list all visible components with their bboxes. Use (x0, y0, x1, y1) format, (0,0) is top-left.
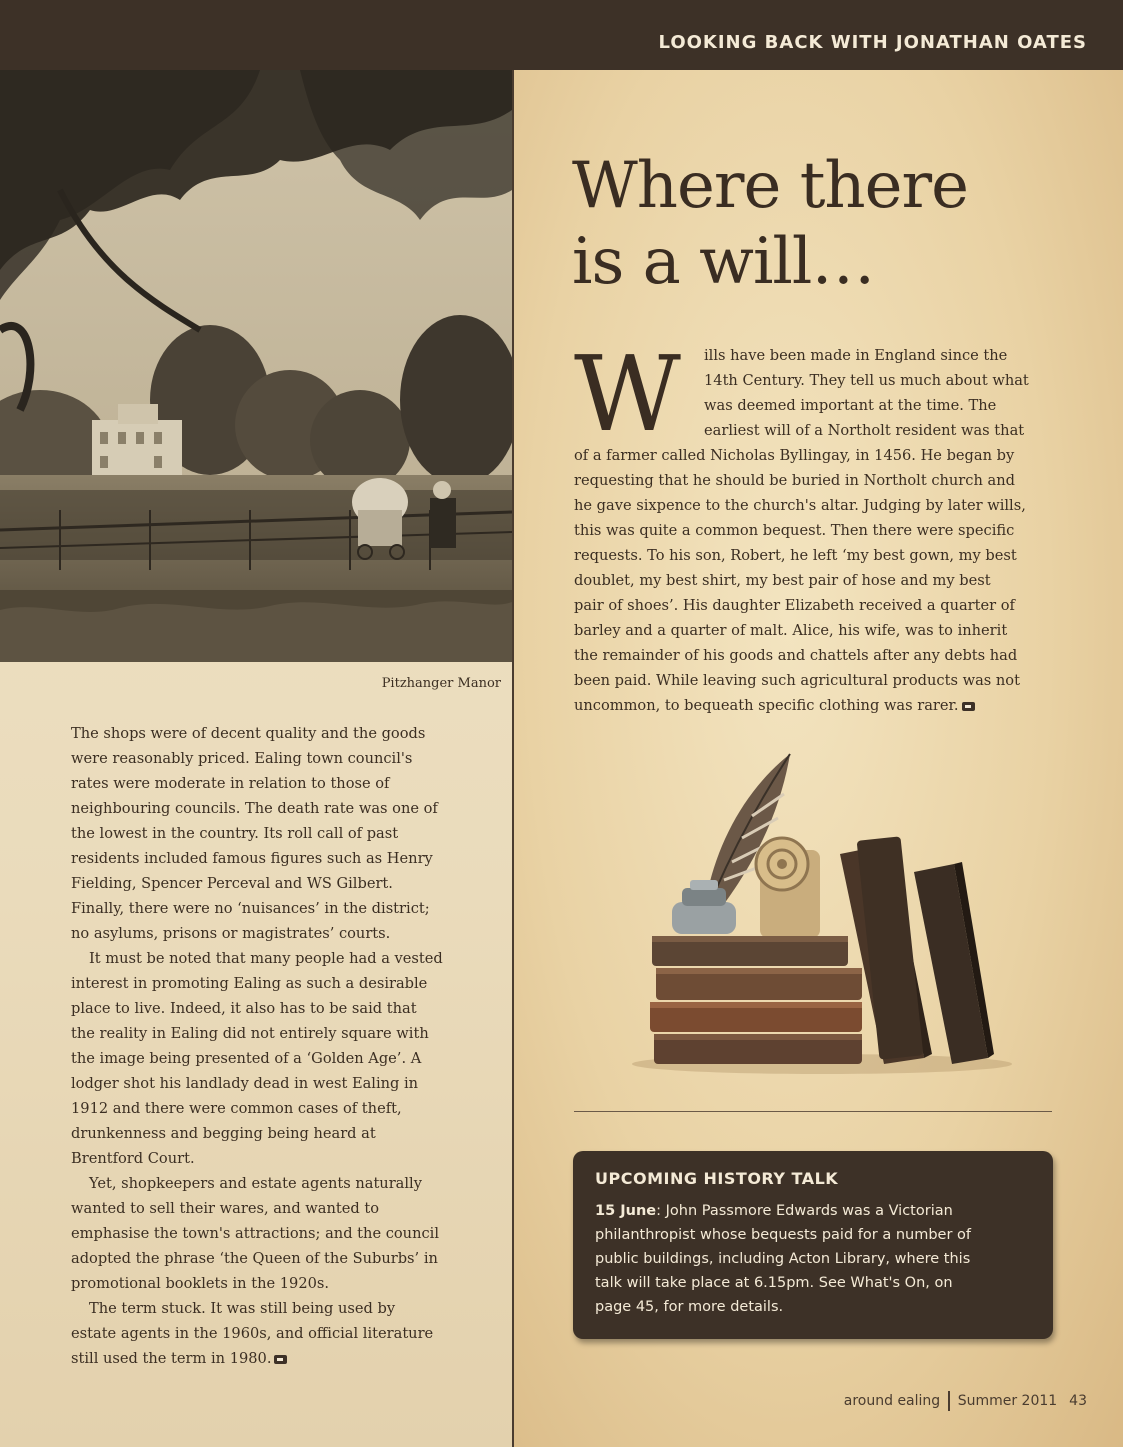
article-line: pair of shoes’. His daughter Elizabeth received a quarter of (574, 597, 1015, 614)
article-line: doublet, my best shirt, my best pair of hose and my best (574, 572, 991, 589)
talk-date: 15 June (595, 1203, 657, 1219)
article-line: he gave sixpence to the church's altar. Judging by later wills, (574, 497, 1026, 514)
magazine-name: around ealing (843, 1393, 941, 1409)
section-title: LOOKING BACK WITH JONATHAN OATES (658, 32, 1087, 53)
article-headline (572, 148, 1052, 300)
photo-caption: Pitzhanger Manor (381, 676, 501, 691)
article-line: 14th Century. They tell us much about what (704, 372, 1029, 389)
footer-separator (948, 1391, 950, 1411)
talk-heading: UPCOMING HISTORY TALK (595, 1169, 839, 1188)
section-rule (574, 1111, 1052, 1112)
upcoming-talk-box (573, 1151, 1053, 1339)
article-line-last (574, 693, 1050, 718)
drop-cap: W (574, 333, 681, 455)
article-line: barley and a quarter of malt. Alice, his wife, was to inherit (574, 622, 1008, 639)
article-line-text: uncommon, to bequeath specific clothing was rarer. (574, 697, 959, 714)
talk-line: page 45, for more details. (595, 1299, 784, 1315)
article-line: requests. To his son, Robert, he left ‘my best gown, my best (574, 547, 1017, 564)
article-line: the remainder of his goods and chattels after any debts had (574, 647, 1018, 664)
article-line: was deemed important at the time. The (704, 397, 997, 414)
left-paragraph-4 (71, 1296, 443, 1371)
pitzhanger-manor-photo (0, 70, 512, 662)
header-bar (0, 0, 1123, 70)
talk-line (595, 1199, 1035, 1223)
article-line: been paid. While leaving such agricultural products was not (574, 672, 1020, 689)
continue-arrow-icon (274, 1355, 287, 1364)
headline-line-1: Where there (572, 149, 968, 223)
left-paragraph-1: The shops were of decent quality and the goods were reasonably priced. Ealing town council's rates were moderate in relation to those of neighbouring councils. The death rate was one of the lowest in the country. Its roll call of past residents included famous figures such as Henry Fielding, Spencer Perceval and WS Gilbert. Finally, there were no ‘nuisances’ in the district; no asylums, prisons or magistrates’ courts. (71, 725, 438, 942)
left-column-text (71, 721, 443, 1371)
talk-line-text: : John Passmore Edwards was a Victorian (656, 1203, 953, 1219)
left-paragraph-2: It must be noted that many people had a vested interest in promoting Ealing as such a desirable place to live. Indeed, it also has to be said that the reality in Ealing did not entirely square with the image being presented of a ‘Golden Age’. A lodger shot his landlady dead in west Ealing in 1912 and there were common cases of theft, drunkenness and begging being heard at Brentford Court. (71, 950, 443, 1167)
article-line: this was quite a common bequest. Then there were specific (574, 522, 1015, 539)
headline-line-2: is a will… (572, 225, 875, 299)
page-number: 43 (1069, 1393, 1087, 1409)
left-paragraph-3: Yet, shopkeepers and estate agents naturally wanted to sell their wares, and wanted to emphasise the town's attractions; and the council adopted the phrase ‘the Queen of the Suburbs’ in promotional booklets in the 1920s. (71, 1175, 439, 1292)
page-footer (844, 1391, 1087, 1411)
issue-label: Summer 2011 (957, 1393, 1058, 1409)
continue-arrow-icon (962, 702, 975, 711)
talk-line: talk will take place at 6.15pm. See What's On, on (595, 1275, 953, 1291)
article-line: ills have been made in England since the (704, 347, 1008, 364)
article-body (574, 333, 1050, 718)
quill-and-books-illustration (632, 742, 1012, 1082)
talk-line: philanthropist whose bequests paid for a number of (595, 1227, 971, 1243)
left-paragraph-4-text: The term stuck. It was still being used by estate agents in the 1960s, and official literature still used the term in 1980. (71, 1300, 434, 1367)
talk-body (595, 1199, 1035, 1319)
talk-line: public buildings, including Acton Library, where this (595, 1251, 971, 1267)
article-line: requesting that he should be buried in Northolt church and (574, 472, 1015, 489)
article-line: earliest will of a Northolt resident was that (704, 422, 1025, 439)
article-line: of a farmer called Nicholas Byllingay, in 1456. He began by (574, 447, 1015, 464)
